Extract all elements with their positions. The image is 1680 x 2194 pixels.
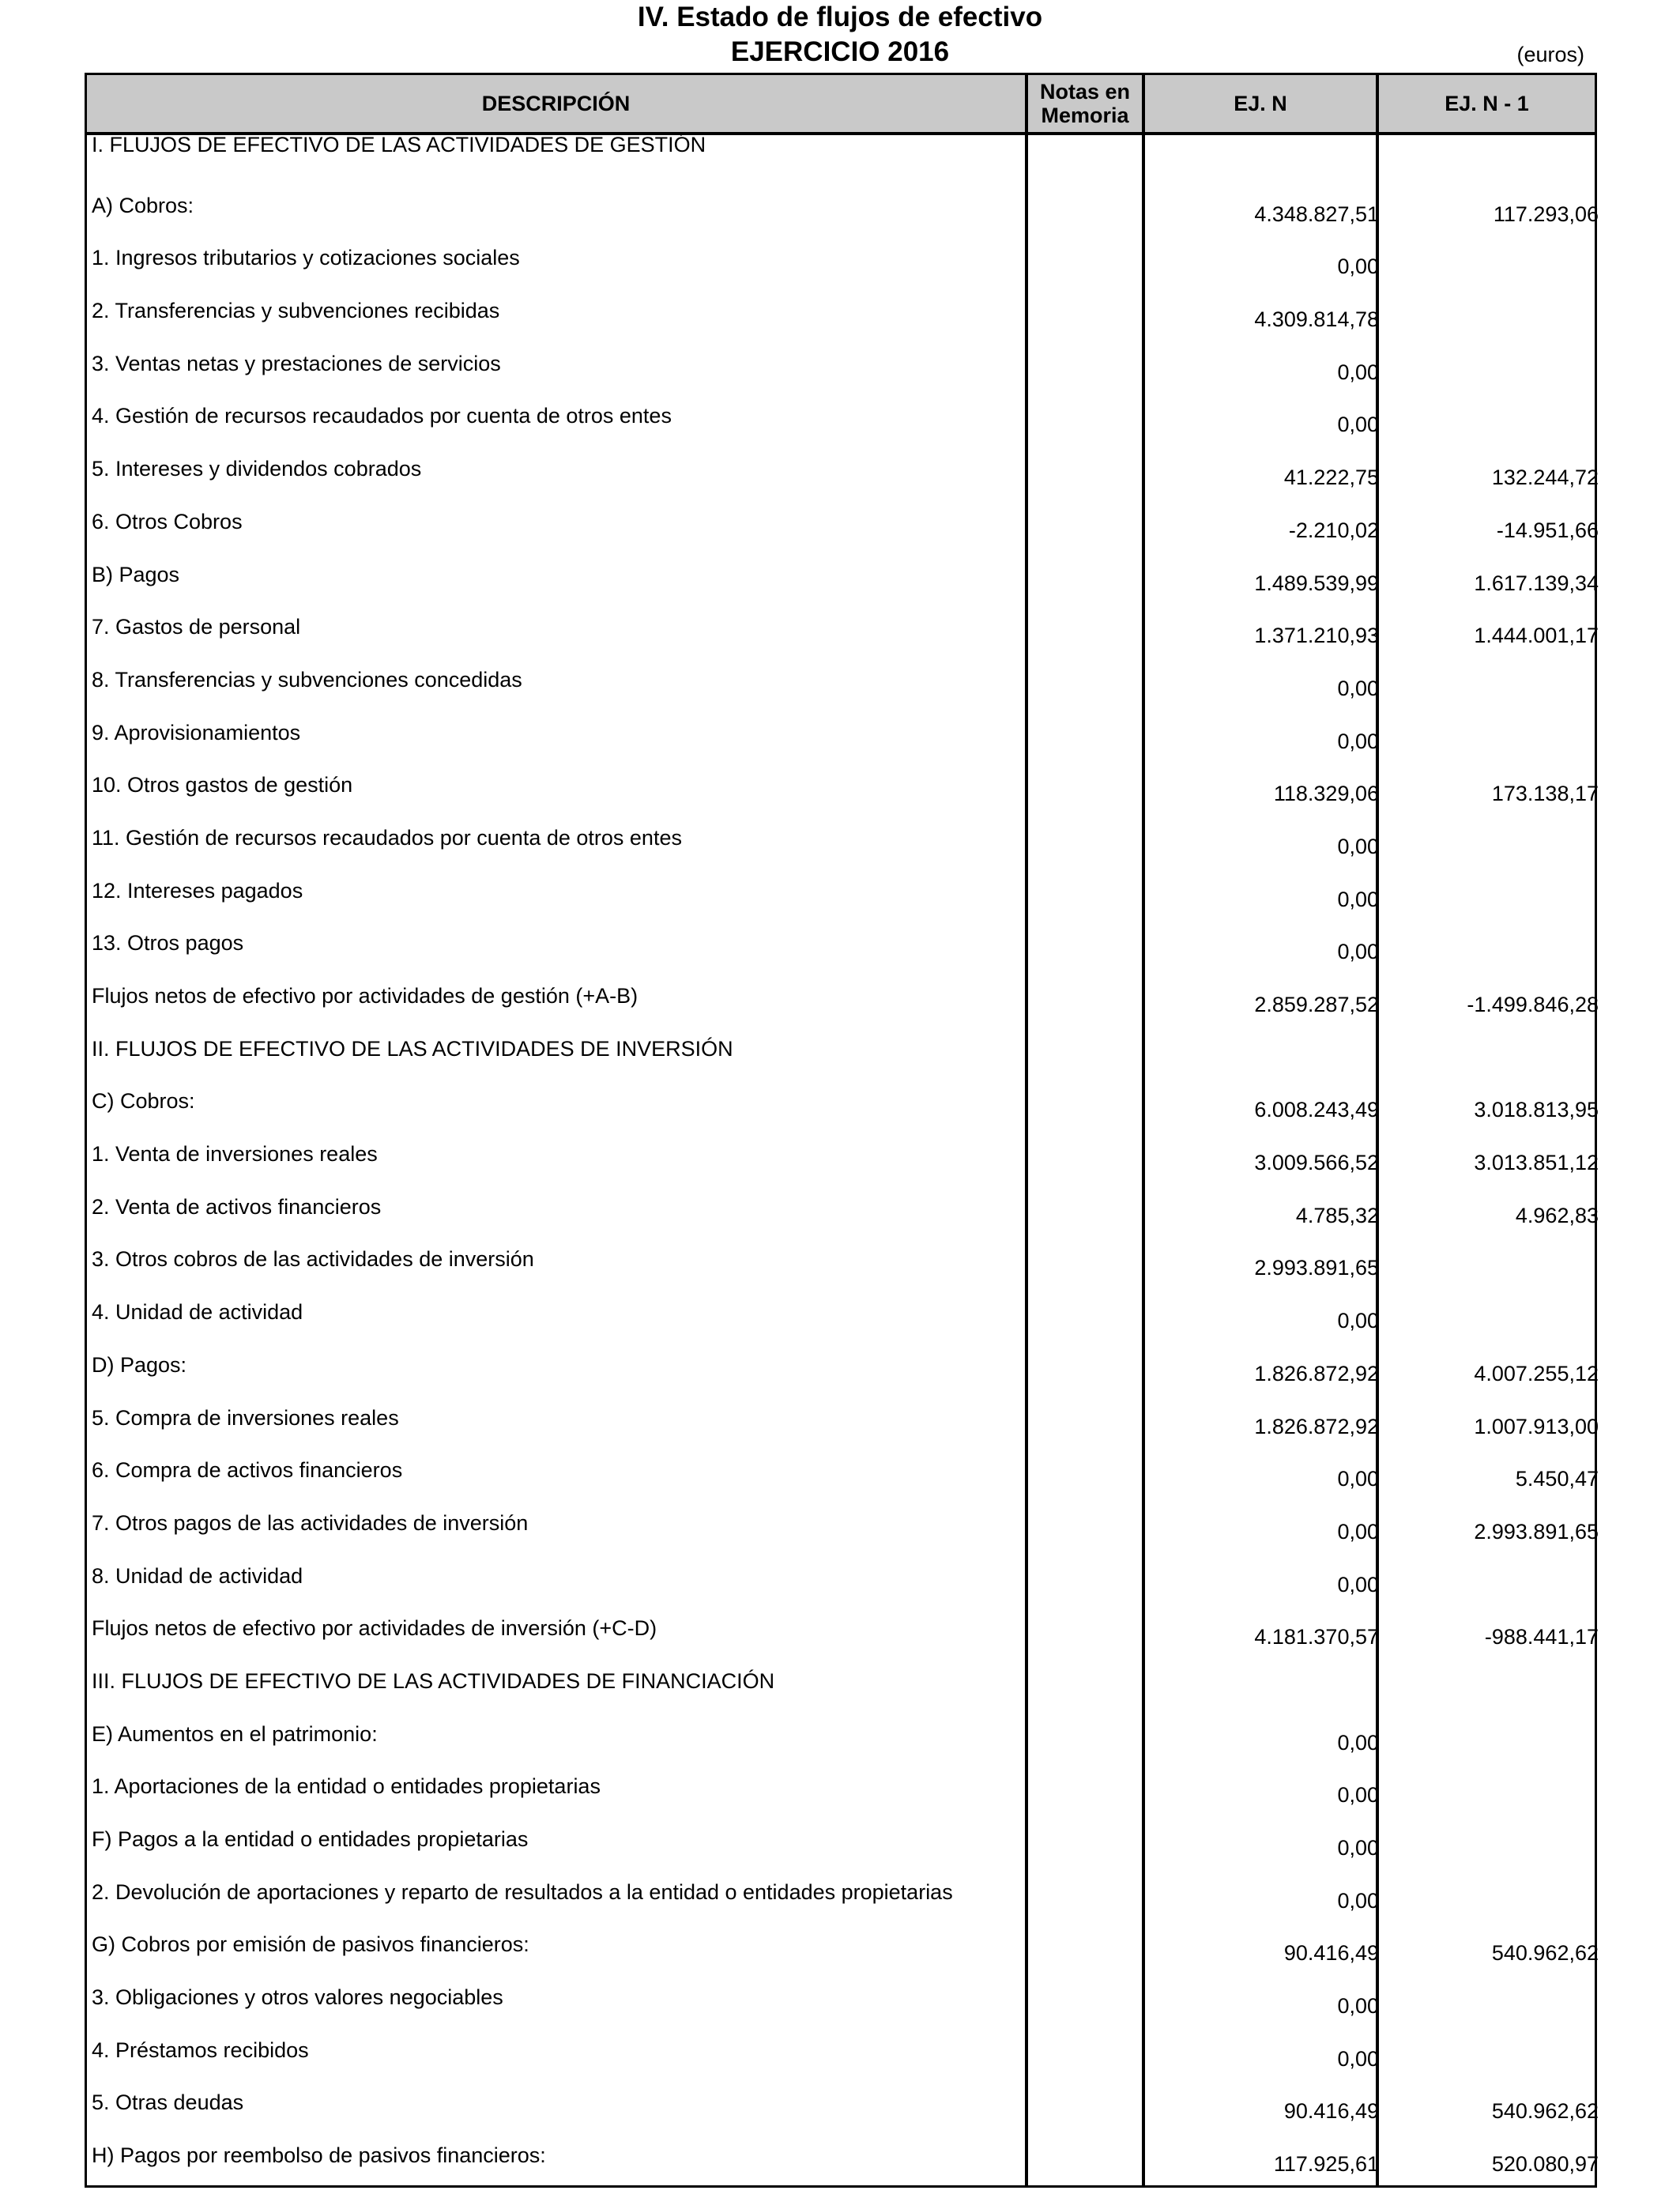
table-row: [87, 188, 1599, 241]
row-value-ej-n: 90.416,49: [1283, 1941, 1379, 1966]
row-description: III. FLUJOS DE EFECTIVO DE LAS ACTIVIDADES DE FINANCIACIÓN: [92, 1668, 775, 1693]
row-value-ej-n1: -1.499.846,28: [1467, 993, 1599, 1016]
row-description: 4. Unidad de actividad: [92, 1300, 303, 1325]
row-value-ej-n: [1150, 1664, 1379, 1717]
header-notas-line1: Notas en: [1039, 80, 1131, 104]
row-description: 5. Intereses y dividendos cobrados: [92, 457, 422, 481]
row-value-ej-n1: [1384, 135, 1599, 188]
row-value-ej-n1: [1384, 1769, 1599, 1822]
row-value-ej-n: 0,00: [1337, 1467, 1379, 1491]
row-value-ej-n1: [1384, 398, 1599, 451]
row-value-ej-n: 4.348.827,51: [1254, 202, 1379, 226]
table-row: [87, 293, 1595, 346]
row-value-ej-n1: -14.951,66: [1496, 518, 1599, 542]
table-row: [87, 1664, 1595, 1717]
row-value-ej-n1: [1384, 1980, 1599, 2033]
row-description: G) Cobros por emisión de pasivos financieros:: [92, 1932, 529, 1957]
row-value-ej-n: 0,00: [1337, 360, 1379, 384]
row-value-ej-n: 0,00: [1337, 1783, 1379, 1808]
row-description: 8. Unidad de actividad: [92, 1563, 303, 1588]
row-value-ej-n: 0,00: [1337, 1309, 1379, 1333]
row-value-ej-n: [1150, 135, 1379, 188]
document-subtitle: EJERCICIO 2016: [730, 36, 950, 67]
row-value-ej-n: 0,00: [1337, 1994, 1379, 2019]
row-value-ej-n: 0,00: [1337, 729, 1379, 753]
row-value-ej-n1: 540.962,62: [1491, 2099, 1599, 2124]
row-description: F) Pagos a la entidad o entidades propietarias: [92, 1827, 529, 1851]
row-value-ej-n: 4.785,32: [1295, 1203, 1379, 1227]
document-title: IV. Estado de flujos de efectivo: [637, 2, 1043, 32]
row-value-ej-n1: [1384, 715, 1599, 768]
table-row: [87, 1717, 1595, 1770]
row-value-ej-n: 3.009.566,52: [1254, 1151, 1379, 1175]
row-value-ej-n: 0,00: [1337, 887, 1379, 911]
row-value-ej-n1: -988.441,17: [1484, 1625, 1599, 1649]
row-value-ej-n1: [1384, 1031, 1599, 1084]
row-value-ej-n1: [1384, 1242, 1599, 1295]
row-description: Flujos netos de efectivo por actividades de gestión (+A-B): [92, 984, 638, 1008]
table-row: [87, 715, 1595, 768]
row-description: 4. Gestión de recursos recaudados por cuenta de otros entes: [92, 404, 672, 428]
row-value-ej-n: -2.210,02: [1288, 518, 1379, 542]
row-description: 3. Otros cobros de las actividades de inversión: [92, 1247, 534, 1272]
row-description: 2. Devolución de aportaciones y reparto de resultados a la entidad o entidades propietarias: [92, 1879, 953, 1904]
row-value-ej-n: 2.859.287,52: [1254, 993, 1379, 1016]
table-header: [87, 75, 1595, 135]
row-description: 6. Otros Cobros: [92, 509, 243, 533]
header-notas: [1028, 75, 1142, 132]
table-row: [87, 451, 1599, 504]
row-value-ej-n: 41.222,75: [1283, 466, 1379, 490]
row-value-ej-n: 1.371.210,93: [1254, 624, 1379, 648]
row-value-ej-n1: 3.013.851,12: [1474, 1151, 1599, 1175]
table-row: [87, 873, 1595, 926]
row-description: 2. Transferencias y subvenciones recibidas: [92, 299, 500, 323]
header-descripcion: DESCRIPCIÓN: [481, 92, 631, 115]
table-row: [87, 1875, 1595, 1928]
row-description: 10. Otros gastos de gestión: [92, 773, 353, 797]
row-description: B) Pagos: [92, 562, 180, 586]
row-value-ej-n: 1.826.872,92: [1254, 1414, 1379, 1438]
row-value-ej-n1: [1384, 2033, 1599, 2086]
table-row: [87, 1084, 1599, 1137]
row-description: H) Pagos por reembolso de pasivos financieros:: [92, 2143, 546, 2168]
row-value-ej-n1: [1384, 1664, 1599, 1717]
row-value-ej-n1: 2.993.891,65: [1474, 1519, 1599, 1544]
row-value-ej-n1: 3.018.813,95: [1474, 1098, 1599, 1122]
row-value-ej-n1: [1384, 873, 1599, 926]
table-row: [87, 1400, 1599, 1453]
table-row: [87, 1348, 1599, 1400]
table-row: [87, 2085, 1599, 2138]
table-row: [87, 557, 1599, 610]
row-description: 1. Ingresos tributarios y cotizaciones sociales: [92, 246, 520, 270]
row-value-ej-n: 4.309.814,78: [1254, 307, 1379, 332]
table-row: [87, 135, 1595, 188]
row-value-ej-n: 0,00: [1337, 1519, 1379, 1544]
row-value-ej-n: 90.416,49: [1283, 2099, 1379, 2124]
row-description: II. FLUJOS DE EFECTIVO DE LAS ACTIVIDADES DE INVERSIÓN: [92, 1036, 733, 1061]
row-value-ej-n1: 520.080,97: [1491, 2152, 1599, 2177]
table-row: [87, 1189, 1599, 1242]
row-description: 7. Otros pagos de las actividades de inversión: [92, 1510, 529, 1535]
table-row: [87, 1559, 1595, 1612]
table-row: [87, 820, 1595, 873]
row-description: 7. Gastos de personal: [92, 615, 301, 639]
row-value-ej-n: 0,00: [1337, 1888, 1379, 1913]
row-description: 12. Intereses pagados: [92, 878, 303, 903]
row-value-ej-n1: [1384, 1295, 1599, 1348]
row-description: 4. Préstamos recibidos: [92, 2038, 309, 2062]
table-row: [87, 398, 1595, 451]
row-description: 11. Gestión de recursos recaudados por cuenta de otros entes: [92, 825, 682, 850]
row-description: I. FLUJOS DE EFECTIVO DE LAS ACTIVIDADES DE GESTIÓN: [92, 133, 706, 156]
row-description: 5. Compra de inversiones reales: [92, 1405, 399, 1430]
row-value-ej-n: 117.925,61: [1273, 2152, 1379, 2177]
table-row: [87, 1295, 1595, 1348]
table-row: [87, 1242, 1595, 1295]
table-row: [87, 925, 1595, 978]
row-value-ej-n: 0,00: [1337, 1572, 1379, 1596]
row-value-ej-n: 0,00: [1337, 2046, 1379, 2071]
row-value-ej-n: 4.181.370,57: [1254, 1625, 1379, 1649]
units-label: (euros): [1516, 43, 1584, 66]
table-row: [87, 1031, 1595, 1084]
table-row: [87, 609, 1599, 662]
table-row: [87, 662, 1595, 715]
row-value-ej-n: 0,00: [1337, 676, 1379, 700]
table-row: [87, 240, 1595, 293]
row-value-ej-n1: [1384, 662, 1599, 715]
row-description: 3. Ventas netas y prestaciones de servicios: [92, 351, 501, 375]
row-value-ej-n: 1.826.872,92: [1254, 1361, 1379, 1385]
header-notas-line2: Memoria: [1041, 104, 1129, 127]
row-value-ej-n: 0,00: [1337, 1730, 1379, 1755]
row-value-ej-n1: [1384, 820, 1599, 873]
table-row: [87, 1506, 1599, 1559]
row-description: 8. Transferencias y subvenciones concedidas: [92, 667, 522, 692]
table-body: [87, 133, 1599, 2191]
cash-flow-table: [85, 73, 1597, 2188]
row-description: 6. Compra de activos financieros: [92, 1458, 403, 1483]
row-description: E) Aumentos en el patrimonio:: [92, 1721, 378, 1746]
table-row: [87, 346, 1595, 399]
table-row: [87, 1822, 1595, 1875]
row-value-ej-n: 6.008.243,49: [1254, 1098, 1379, 1122]
table-row: [87, 1980, 1595, 2033]
row-value-ej-n: 1.489.539,99: [1254, 571, 1379, 595]
row-value-ej-n1: 540.962,62: [1491, 1941, 1599, 1966]
row-description: A) Cobros:: [92, 193, 194, 217]
header-ej-n: EJ. N: [1234, 92, 1287, 115]
row-value-ej-n1: [1384, 1559, 1599, 1612]
row-description: 1. Aportaciones de la entidad o entidades propietarias: [92, 1774, 601, 1799]
row-value-ej-n: 2.993.891,65: [1254, 1256, 1379, 1280]
row-value-ej-n1: [1384, 293, 1599, 346]
row-value-ej-n1: 1.617.139,34: [1474, 571, 1599, 595]
row-value-ej-n: 0,00: [1337, 834, 1379, 858]
row-value-ej-n1: [1384, 1822, 1599, 1875]
row-description: C) Cobros:: [92, 1089, 195, 1114]
row-description: Flujos netos de efectivo por actividades de inversión (+C-D): [92, 1616, 657, 1641]
row-value-ej-n1: [1384, 240, 1599, 293]
row-value-ej-n1: [1384, 1717, 1599, 1770]
row-value-ej-n1: 1.444.001,17: [1474, 624, 1599, 648]
table-row: [87, 2138, 1599, 2191]
row-value-ej-n: 118.329,06: [1273, 782, 1379, 806]
table-row: [87, 504, 1599, 557]
row-value-ej-n1: 132.244,72: [1491, 466, 1599, 490]
row-value-ej-n: 0,00: [1337, 1836, 1379, 1860]
row-value-ej-n1: 117.293,06: [1493, 202, 1599, 226]
row-value-ej-n: 0,00: [1337, 413, 1379, 437]
row-description: 3. Obligaciones y otros valores negociables: [92, 1985, 503, 2010]
row-value-ej-n1: 1.007.913,00: [1474, 1414, 1599, 1438]
row-description: 2. Venta de activos financieros: [92, 1194, 382, 1219]
row-value-ej-n1: 4.007.255,12: [1474, 1361, 1599, 1385]
row-value-ej-n1: [1384, 1875, 1599, 1928]
table-row: [87, 1769, 1595, 1822]
row-description: D) Pagos:: [92, 1352, 187, 1377]
row-value-ej-n: 0,00: [1337, 940, 1379, 964]
row-value-ej-n1: 173.138,17: [1491, 782, 1599, 806]
row-value-ej-n: 0,00: [1337, 254, 1379, 279]
table-row: [87, 2033, 1595, 2086]
row-value-ej-n1: 4.962,83: [1515, 1203, 1599, 1227]
row-value-ej-n1: [1384, 346, 1599, 399]
header-ej-n1: EJ. N - 1: [1445, 92, 1529, 115]
table-row: [87, 978, 1599, 1031]
table-row: [87, 767, 1599, 820]
row-value-ej-n: [1150, 1031, 1379, 1084]
table-row: [87, 1453, 1599, 1506]
table-row: [87, 1611, 1599, 1664]
row-description: 1. Venta de inversiones reales: [92, 1142, 378, 1167]
row-description: 5. Otras deudas: [92, 2090, 244, 2115]
row-description: 13. Otros pagos: [92, 931, 244, 956]
row-value-ej-n1: 5.450,47: [1515, 1467, 1599, 1491]
table-row: [87, 1137, 1599, 1189]
row-value-ej-n1: [1384, 925, 1599, 978]
table-row: [87, 1927, 1599, 1980]
row-description: 9. Aprovisionamientos: [92, 720, 301, 745]
